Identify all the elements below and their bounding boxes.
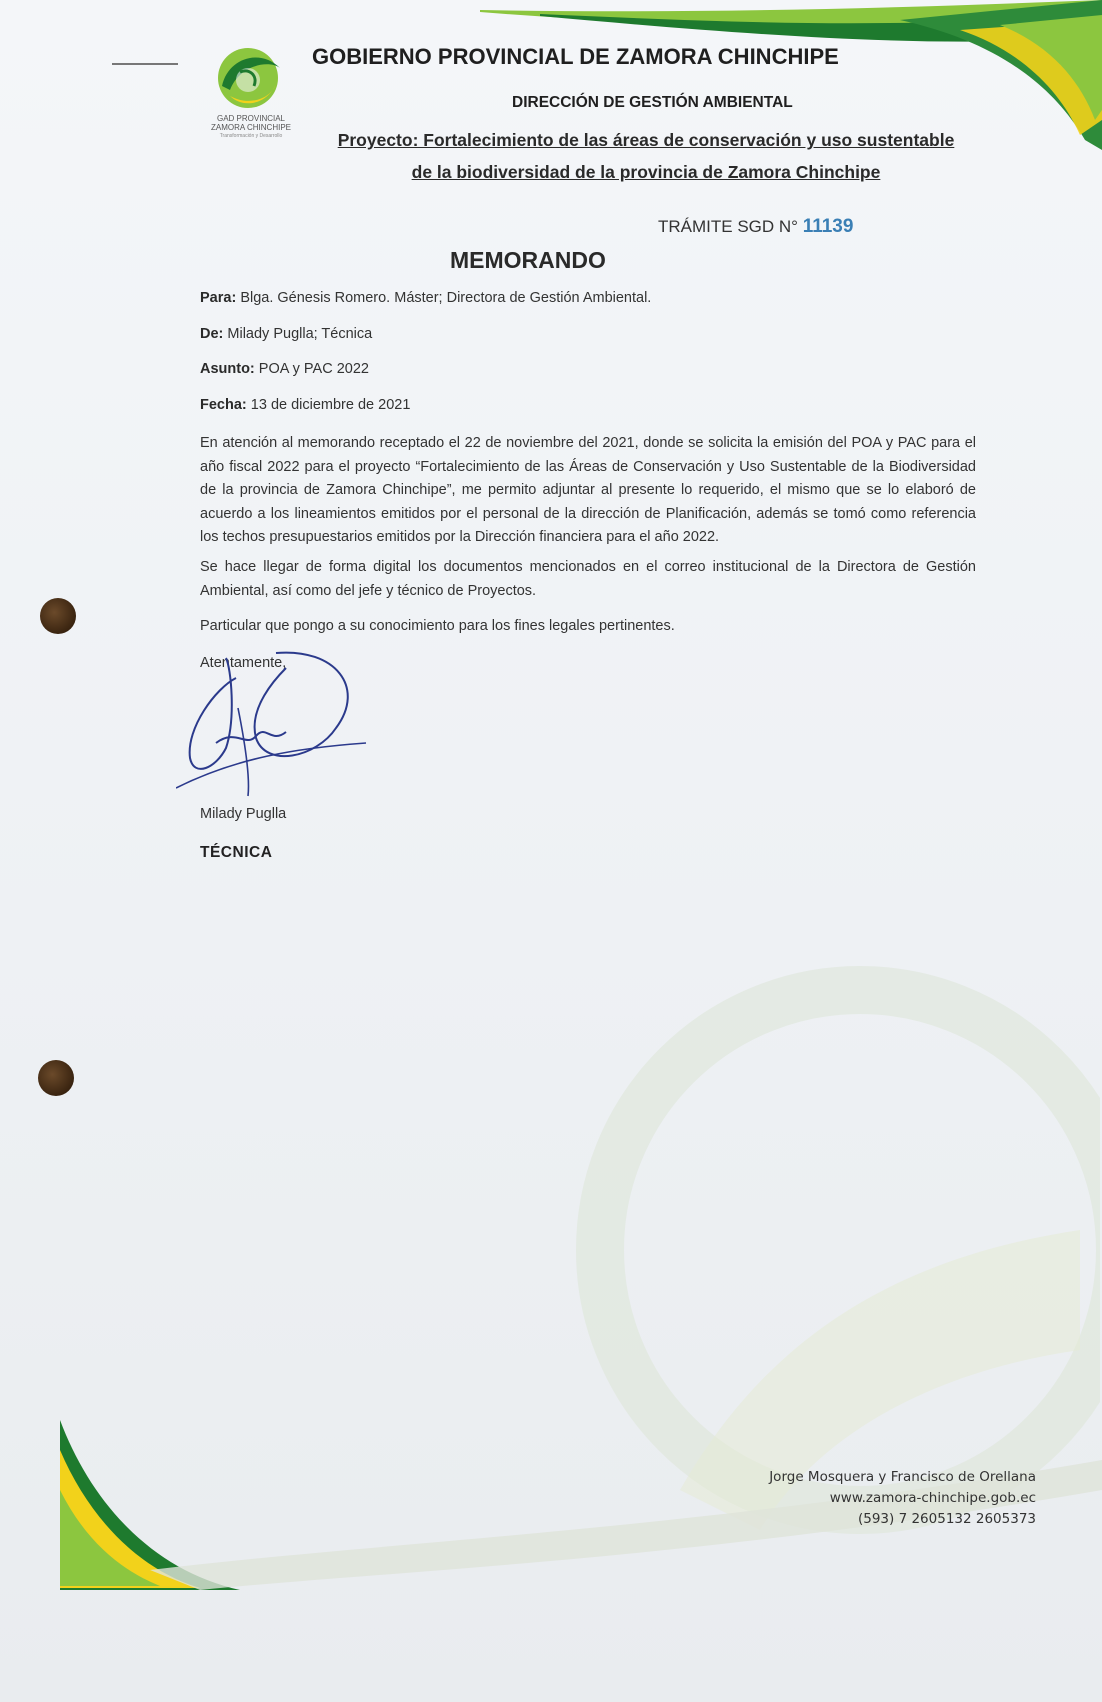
handwritten-signature: [176, 648, 376, 798]
field-fecha: [200, 397, 410, 413]
footer-website: www.zamora-chinchipe.gob.ec: [829, 1490, 1036, 1506]
body-paragraph-1: En atención al memorando receptado el 22 de noviembre del 2021, donde se solicita la emisión del POA y PAC para el año fiscal 2022 para el proyecto “Fortalecimiento de las Áreas de Conservación y Uso Sustentable de la Biodiversidad de la provincia de Zamora Chinchipe”, me permito adjuntar al presente lo requerido, el mismo que se lo elaboró de acuerdo a los lineamientos emitidos por el personal de la dirección de Planificación, además se tomó como referencia los techos presupuestarios emitidos por la Dirección financiera para el año 2022.: [200, 435, 976, 545]
field-asunto: [200, 361, 369, 377]
field-asunto-value: POA y PAC 2022: [258, 361, 369, 377]
project-title-line1: Proyecto: Fortalecimiento de las áreas de conservación y uso sustentable: [337, 130, 955, 150]
footer-address: Jorge Mosquera y Francisco de Orellana: [769, 1469, 1036, 1485]
field-fecha-value: 13 de diciembre de 2021: [250, 397, 411, 413]
closing: Atentamente,: [200, 655, 287, 671]
government-title: GOBIERNO PROVINCIAL DE ZAMORA CHINCHIPE: [312, 44, 839, 69]
project-title-line2: de la biodiversidad de la provincia de Zamora Chinchipe: [411, 162, 881, 182]
field-de-label: De:: [200, 326, 224, 342]
edge-mark: [112, 63, 178, 65]
tramite-reference: [658, 216, 853, 238]
field-para: [200, 290, 651, 306]
project-title: [316, 124, 976, 188]
signer-name: Milady Puglla: [200, 806, 287, 822]
binder-hole: [38, 1060, 74, 1096]
field-asunto-label: Asunto:: [200, 361, 255, 377]
binder-hole: [40, 598, 76, 634]
field-para-label: Para:: [200, 290, 237, 306]
field-de-value: Milady Puglla; Técnica: [227, 326, 373, 342]
field-de: [200, 326, 372, 342]
footer-phone: (593) 7 2605132 2605373: [857, 1511, 1036, 1527]
field-fecha-label: Fecha:: [200, 397, 247, 413]
memo-title: MEMORANDO: [450, 247, 606, 273]
footer-contact: [740, 1467, 1036, 1530]
field-para-value: Blga. Génesis Romero. Máster; Directora de Gestión Ambiental.: [240, 290, 652, 306]
direction-title: DIRECCIÓN DE GESTIÓN AMBIENTAL: [512, 94, 793, 111]
body-paragraph-3: Particular que pongo a su conocimiento para los fines legales pertinentes.: [200, 618, 675, 634]
body-paragraph-2: Se hace llegar de forma digital los documentos mencionados en el correo institucional de la Directora de Gestión Ambiental, así como del jefe y técnico de Proyectos.: [200, 559, 976, 599]
logo-caption-line1: GAD PROVINCIAL: [216, 114, 285, 123]
tramite-number: 11139: [802, 216, 854, 237]
logo-caption-line2: ZAMORA CHINCHIPE: [210, 123, 291, 132]
logo-tagline: Transformación y Desarrollo: [219, 133, 283, 139]
tramite-label: TRÁMITE SGD N°: [658, 217, 798, 236]
logo-caption: [196, 114, 306, 141]
signer-role: TÉCNICA: [200, 844, 273, 861]
